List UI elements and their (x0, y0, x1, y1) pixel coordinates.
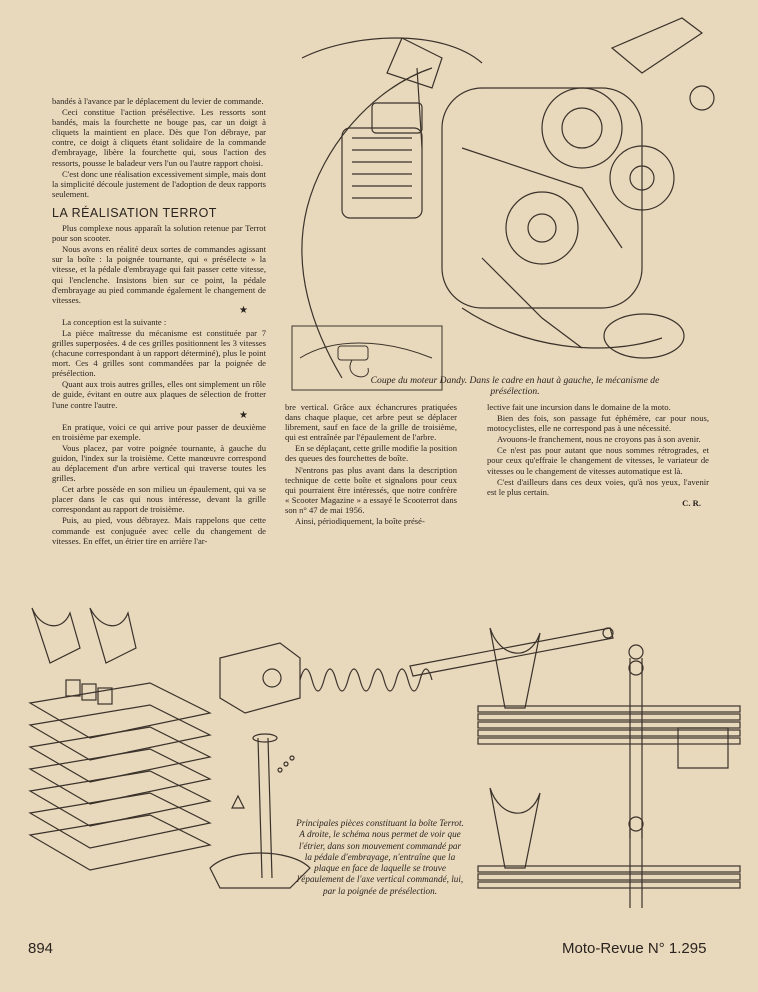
paragraph: Vous placez, par votre poignée tournante, à gauche du guidon, l'index sur la troisième. Cette manœuvre correspond au déplacement d'un arbre vertical qui traverse toutes les grilles. (52, 442, 266, 484)
article-column-3 (487, 402, 709, 508)
paragraph: Avouons-le franchement, nous ne croyons pas à son avenir. (497, 434, 701, 445)
paragraph: N'entrons pas plus avant dans la description technique de cette boîte et signalons pour ceux qui pourraient être intéressés, que notre confrère « Scooter Magazine » a essayé le Scooterrot dans son n° 47 de mai 1956. (285, 464, 457, 515)
paragraph: Nous avons en réalité deux sortes de commandes agissant sur la boîte : la poignée tournante, qui « présélecte » la vitesse, et la pédale d'embrayage qui fait passer cette vitesse, qui l'enclenche. Insistons bien sur ce point, la pédale d'embrayage au pied commande également le changement de vitesses. (52, 244, 266, 305)
page-number: 894 (28, 940, 54, 957)
article-column-2 (285, 402, 457, 527)
section-heading: LA RÉALISATION TERROT (52, 205, 217, 220)
paragraph: En pratique, voici ce qui arrive pour passer de deuxième en troisième par exemple. (52, 421, 266, 442)
engine-caption: Coupe du moteur Dandy. Dans le cadre en haut à gauche, le mécanisme de présélection. (370, 375, 660, 397)
magazine-name (562, 940, 706, 957)
magazine-title: Moto-Revue (562, 940, 644, 957)
paragraph: Quant aux trois autres grilles, elles ont simplement un rôle de guide, évitant en outre aux plaques de sélection de frotter l'une contre l'autre. (52, 379, 266, 410)
paragraph: Puis, au pied, vous débrayez. Mais rappelons que cette commande est conjuguée avec celle du changement de vitesses. En effet, un étrier tire en arrière l'ar- (52, 515, 266, 546)
paragraph: La pièce maîtresse du mécanisme est constituée par 7 grilles superposées. 4 de ces grilles positionnent les 3 vitesses (chacune correspondant à un rapport déterminé), plus le point mort. Ces 4 grilles sont commandées par la poignée de présélection. (52, 327, 266, 379)
separator-star: ★ (239, 304, 248, 316)
paragraph: bandés à l'avance par le déplacement du levier de commande. (52, 96, 264, 106)
paragraph: Plus complexe nous apparaît la solution retenue par Terrot pour son scooter. (52, 223, 266, 244)
issue-number: N° 1.295 (647, 940, 707, 957)
paragraph: C'est d'ailleurs dans ces deux voies, qu'à nos yeux, l'avenir est le plus certain. (487, 476, 709, 497)
paragraph: Bien des fois, son passage fut éphémère, car pour nous, motocyclistes, elle ne correspond pas à une nécessité. (487, 413, 709, 434)
article-column-1 (52, 96, 266, 547)
paragraph: Ceci constitue l'action présélective. Les ressorts sont bandés, mais la fourchette ne bouge pas, car un doigt à cliquets la maintient en place. Dès que l'on débraye, par contre, ce doigt à cliquets étant solidaire de la commande d'embrayage, libère la fourchette qui, sous l'action des ressorts, pousse le baladeur vers l'un ou l'autre rapport choisi. (52, 107, 266, 168)
paragraph: C'est donc une réalisation excessivement simple, mais dont la simplicité découle justement de l'adoption de deux rapports seulement. (52, 168, 266, 199)
paragraph: La conception est la suivante : (62, 316, 167, 327)
author-signature: C. R. (682, 497, 701, 508)
paragraph: bre vertical. Grâce aux échancrures pratiquées dans chaque plaque, cet arbre peut se déplacer librement, sauf en face de la grille de troisième, qui est entraînée par l'épaulement de l'arbre. (285, 402, 457, 443)
engine-cutaway-illustration (282, 8, 738, 392)
paragraph: En se déplaçant, cette grille modifie la position des queues des fourchettes de boîte. (285, 443, 457, 464)
paragraph: lective fait une incursion dans le domaine de la moto. (487, 402, 671, 412)
paragraph: Ce n'est pas pour autant que nous sommes rétrogrades, et pour ceux qu'effraie le changement de vitesses, le variateur de vitesses ou le changement de vitesses automatique est là. (487, 445, 709, 476)
parts-caption: Principales pièces constituant la boîte Terrot. A droite, le schéma nous permet de voir que l'étrier, dans son mouvement commandé par la pédale d'embrayage, n'entraîne que la plaque en face de laquelle se trouve l'épaulement de l'axe vertical commandé, lui, par la poignée de présélection. (296, 818, 464, 896)
separator-star: ★ (239, 409, 248, 421)
paragraph: Ainsi, périodiquement, la boîte présé- (295, 516, 425, 527)
paragraph: Cet arbre possède en son milieu un épaulement, qui va se placer dans le cas qui nous intéresse, devant la grille correspondant au rapport de troisième. (52, 484, 266, 515)
